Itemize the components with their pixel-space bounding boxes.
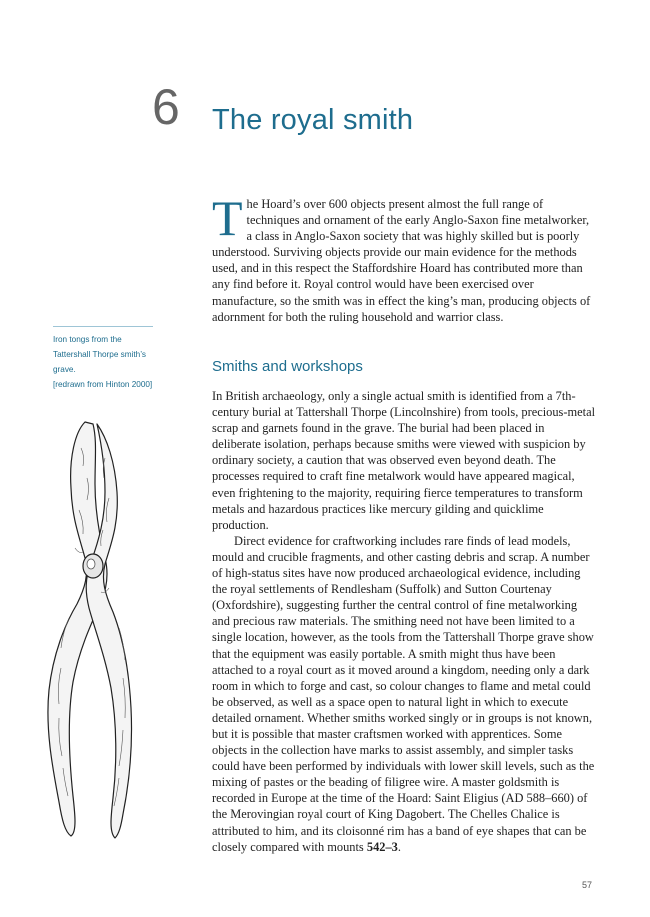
chapter-number: 6 bbox=[152, 79, 180, 135]
chapter-title: The royal smith bbox=[212, 104, 414, 136]
section-paragraph-2 bbox=[212, 533, 596, 855]
drop-cap: T bbox=[212, 190, 243, 246]
figure-caption bbox=[53, 332, 157, 392]
page-number: 57 bbox=[582, 880, 593, 890]
paragraph-2-text: Direct evidence for craftworking includes rare finds of lead models, mould and crucible fragments, and other casting debris and scrap. A number of high-status sites have now produced archaeological evidence, including the royal settlements of Rendlesham (Suffolk) and Sutton Courtenay (Oxfordshire), suggesting further the central control of fine metalworking and precious raw materials. The smithing need not have been limited to a single location, however, as the tools from the Tattershall Thorpe grave show that the equipment was easily portable. A smith might thus have been attached to a royal court as it moved around a kingdom, needing only a dark room in which to forge and cast, so colour changes to flame and metal could be observed, as well as a space open to natural light in which to execute detailed ornament. Whether smiths worked singly or in groups is not known, but it is possible that master craftsmen worked with apprentices. Some objects in the collection have marks to assist assembly, and simpler tasks could have been performed by individuals with lower skill levels, such as the mixing of pastes or the beading of filigree wire. A master goldsmith is recorded in Europe at the time of the Hoard: Saint Eligius (AD 588–660) of the Merovingian royal court of King Dagobert. The Chelles Chalice is attributed to him, and its cloisonné rim has a band of eye shapes that can be closely compared with mounts bbox=[212, 533, 595, 854]
caption-text: Iron tongs from the Tattershall Thorpe smith’s grave. bbox=[53, 335, 146, 374]
intro-paragraph bbox=[212, 190, 596, 325]
section-paragraph-1: In British archaeology, only a single actual smith is identified from a 7th-century burial at Tattershall Thorpe (Lincolnshire) from tools, precious-metal scrap and garnets found in the grave. The burial had been placed in deliberate isolation, perhaps because smiths were viewed with suspicion by ordinary society, a caution that was observed even beyond death. The processes required to craft fine metalwork would have appeared magical, even frightening to the majority, requiring fierce temperatures to transform metals and hazardous practices like mercury gilding and quicklime production. bbox=[212, 389, 596, 532]
intro-text: he Hoard’s over 600 objects present almost the full range of techniques and ornament of the early Anglo-Saxon fine metalworker, a class in Anglo-Saxon society that was highly skilled but is poorly understood. Surviving objects provide our main evidence for the methods used, and in this respect the Staffordshire Hoard has contributed more than any find before it. Royal control would have been exercised over manufacture, so the smith was in effect the king’s man, producing objects of adornment for both the ruling household and warrior class. bbox=[212, 197, 591, 324]
figure-reference: 542–3 bbox=[366, 839, 398, 854]
section-heading: Smiths and workshops bbox=[212, 358, 363, 375]
iron-tongs-illustration bbox=[25, 418, 160, 840]
paragraph-2-end: . bbox=[397, 839, 401, 854]
caption-divider bbox=[53, 326, 153, 327]
caption-credit: [redrawn from Hinton 2000] bbox=[53, 380, 153, 389]
section-body bbox=[212, 388, 596, 855]
